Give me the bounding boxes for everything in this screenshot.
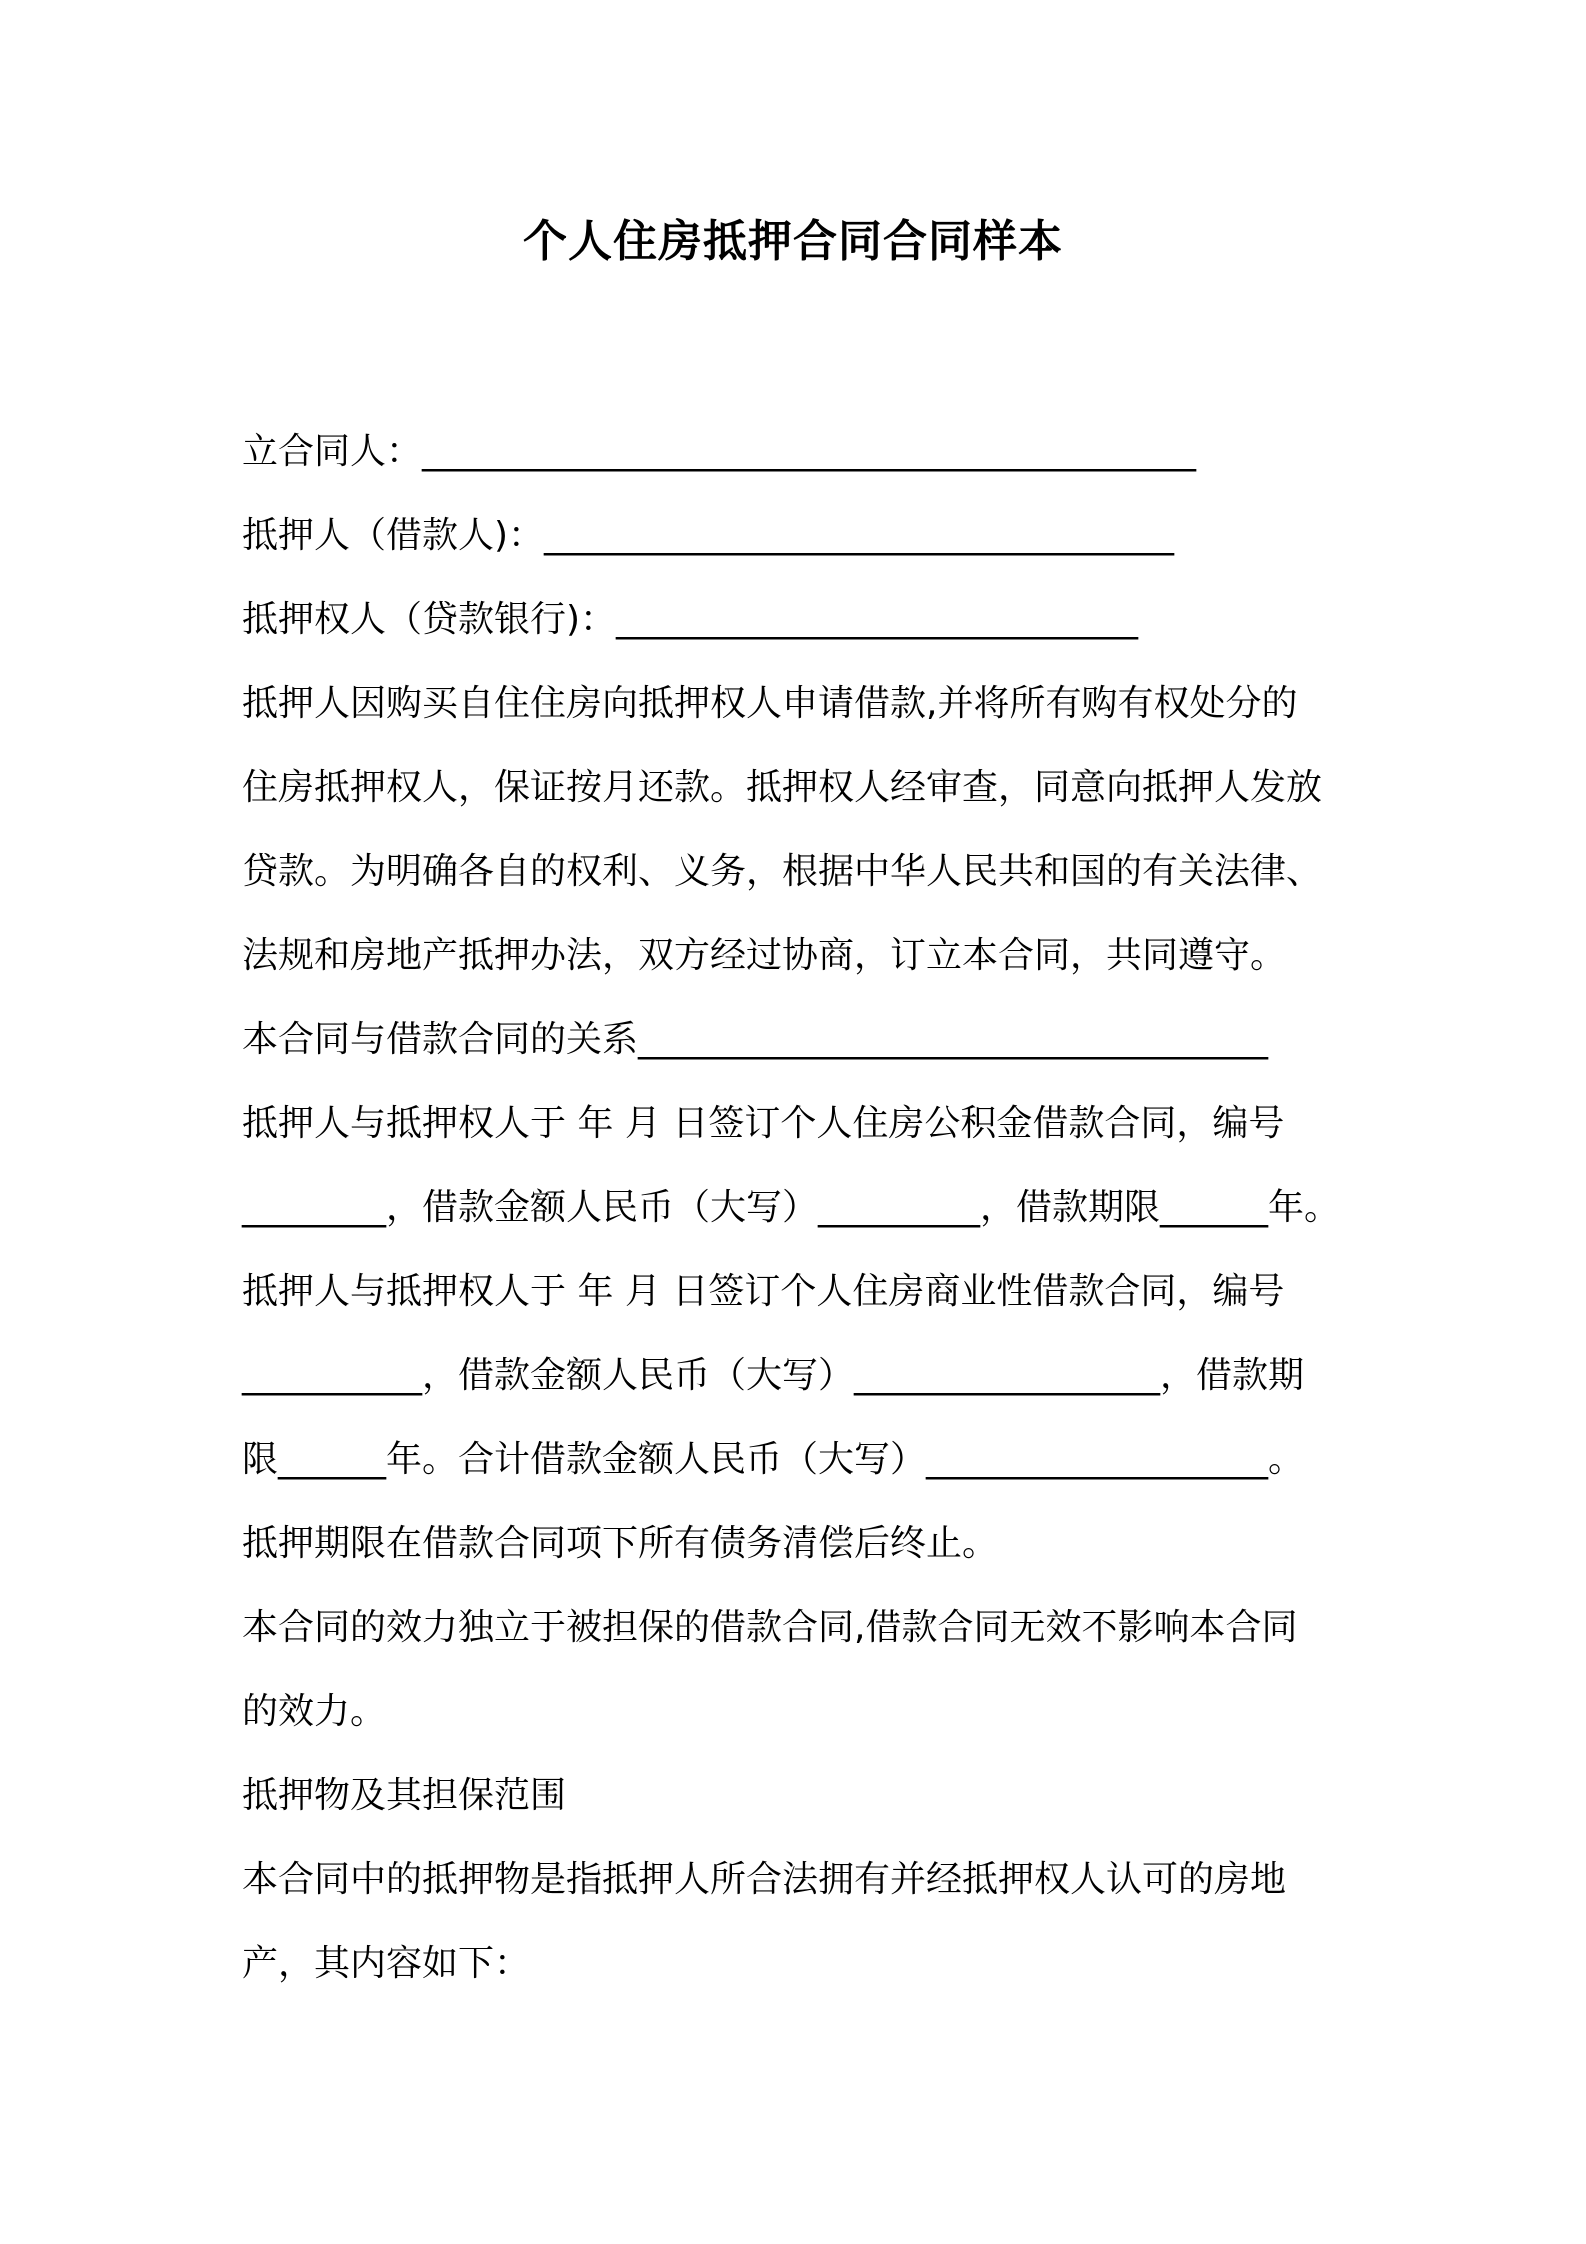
relationship-heading: 本合同与借款合同的关系___________________________________ <box>242 1019 1269 1060</box>
intro-paragraph-line: 贷款。为明确各自的权利、义务，根据中华人民共和国的有关法律、 <box>242 851 1323 892</box>
validity-line: 的效力。 <box>242 1691 387 1732</box>
commercial-loan-line: __________，借款金额人民币（大写）_________________，借款期 <box>242 1355 1305 1396</box>
provident-fund-line: 抵押人与抵押权人于 年 月 日签订个人住房公积金借款合同，编号 <box>242 1103 1285 1144</box>
intro-paragraph-line: 抵押人因购买自住住房向抵押权人申请借款,并将所有购有权处分的 <box>242 683 1298 724</box>
validity-line: 本合同的效力独立于被担保的借款合同,借款合同无效不影响本合同 <box>242 1607 1298 1648</box>
provident-fund-line: ________，借款金额人民币（大写）_________，借款期限______年。 <box>242 1187 1341 1228</box>
collateral-line: 本合同中的抵押物是指抵押人所合法拥有并经抵押权人认可的房地 <box>242 1859 1287 1900</box>
intro-paragraph-line: 法规和房地产抵押办法，双方经过协商，订立本合同，共同遵守。 <box>242 935 1287 976</box>
document-body <box>242 410 1357 2006</box>
mortgagor-line: 抵押人（借款人)：___________________________________ <box>242 515 1175 556</box>
document-title: 个人住房抵押合同合同样本 <box>523 216 1063 267</box>
party-line: 立合同人：___________________________________________ <box>242 431 1197 472</box>
intro-paragraph-line: 住房抵押权人，保证按月还款。抵押权人经审查，同意向抵押人发放 <box>242 767 1323 808</box>
mortgagee-line: 抵押权人（贷款银行)：_____________________________ <box>242 599 1139 640</box>
collateral-line: 产，其内容如下： <box>242 1943 531 1984</box>
commercial-loan-line: 抵押人与抵押权人于 年 月 日签订个人住房商业性借款合同，编号 <box>242 1271 1285 1312</box>
collateral-heading: 抵押物及其担保范围 <box>242 1775 567 1816</box>
commercial-loan-line: 限______年。合计借款金额人民币（大写）___________________。 <box>242 1439 1305 1480</box>
mortgage-term-line: 抵押期限在借款合同项下所有债务清偿后终止。 <box>242 1523 999 1564</box>
